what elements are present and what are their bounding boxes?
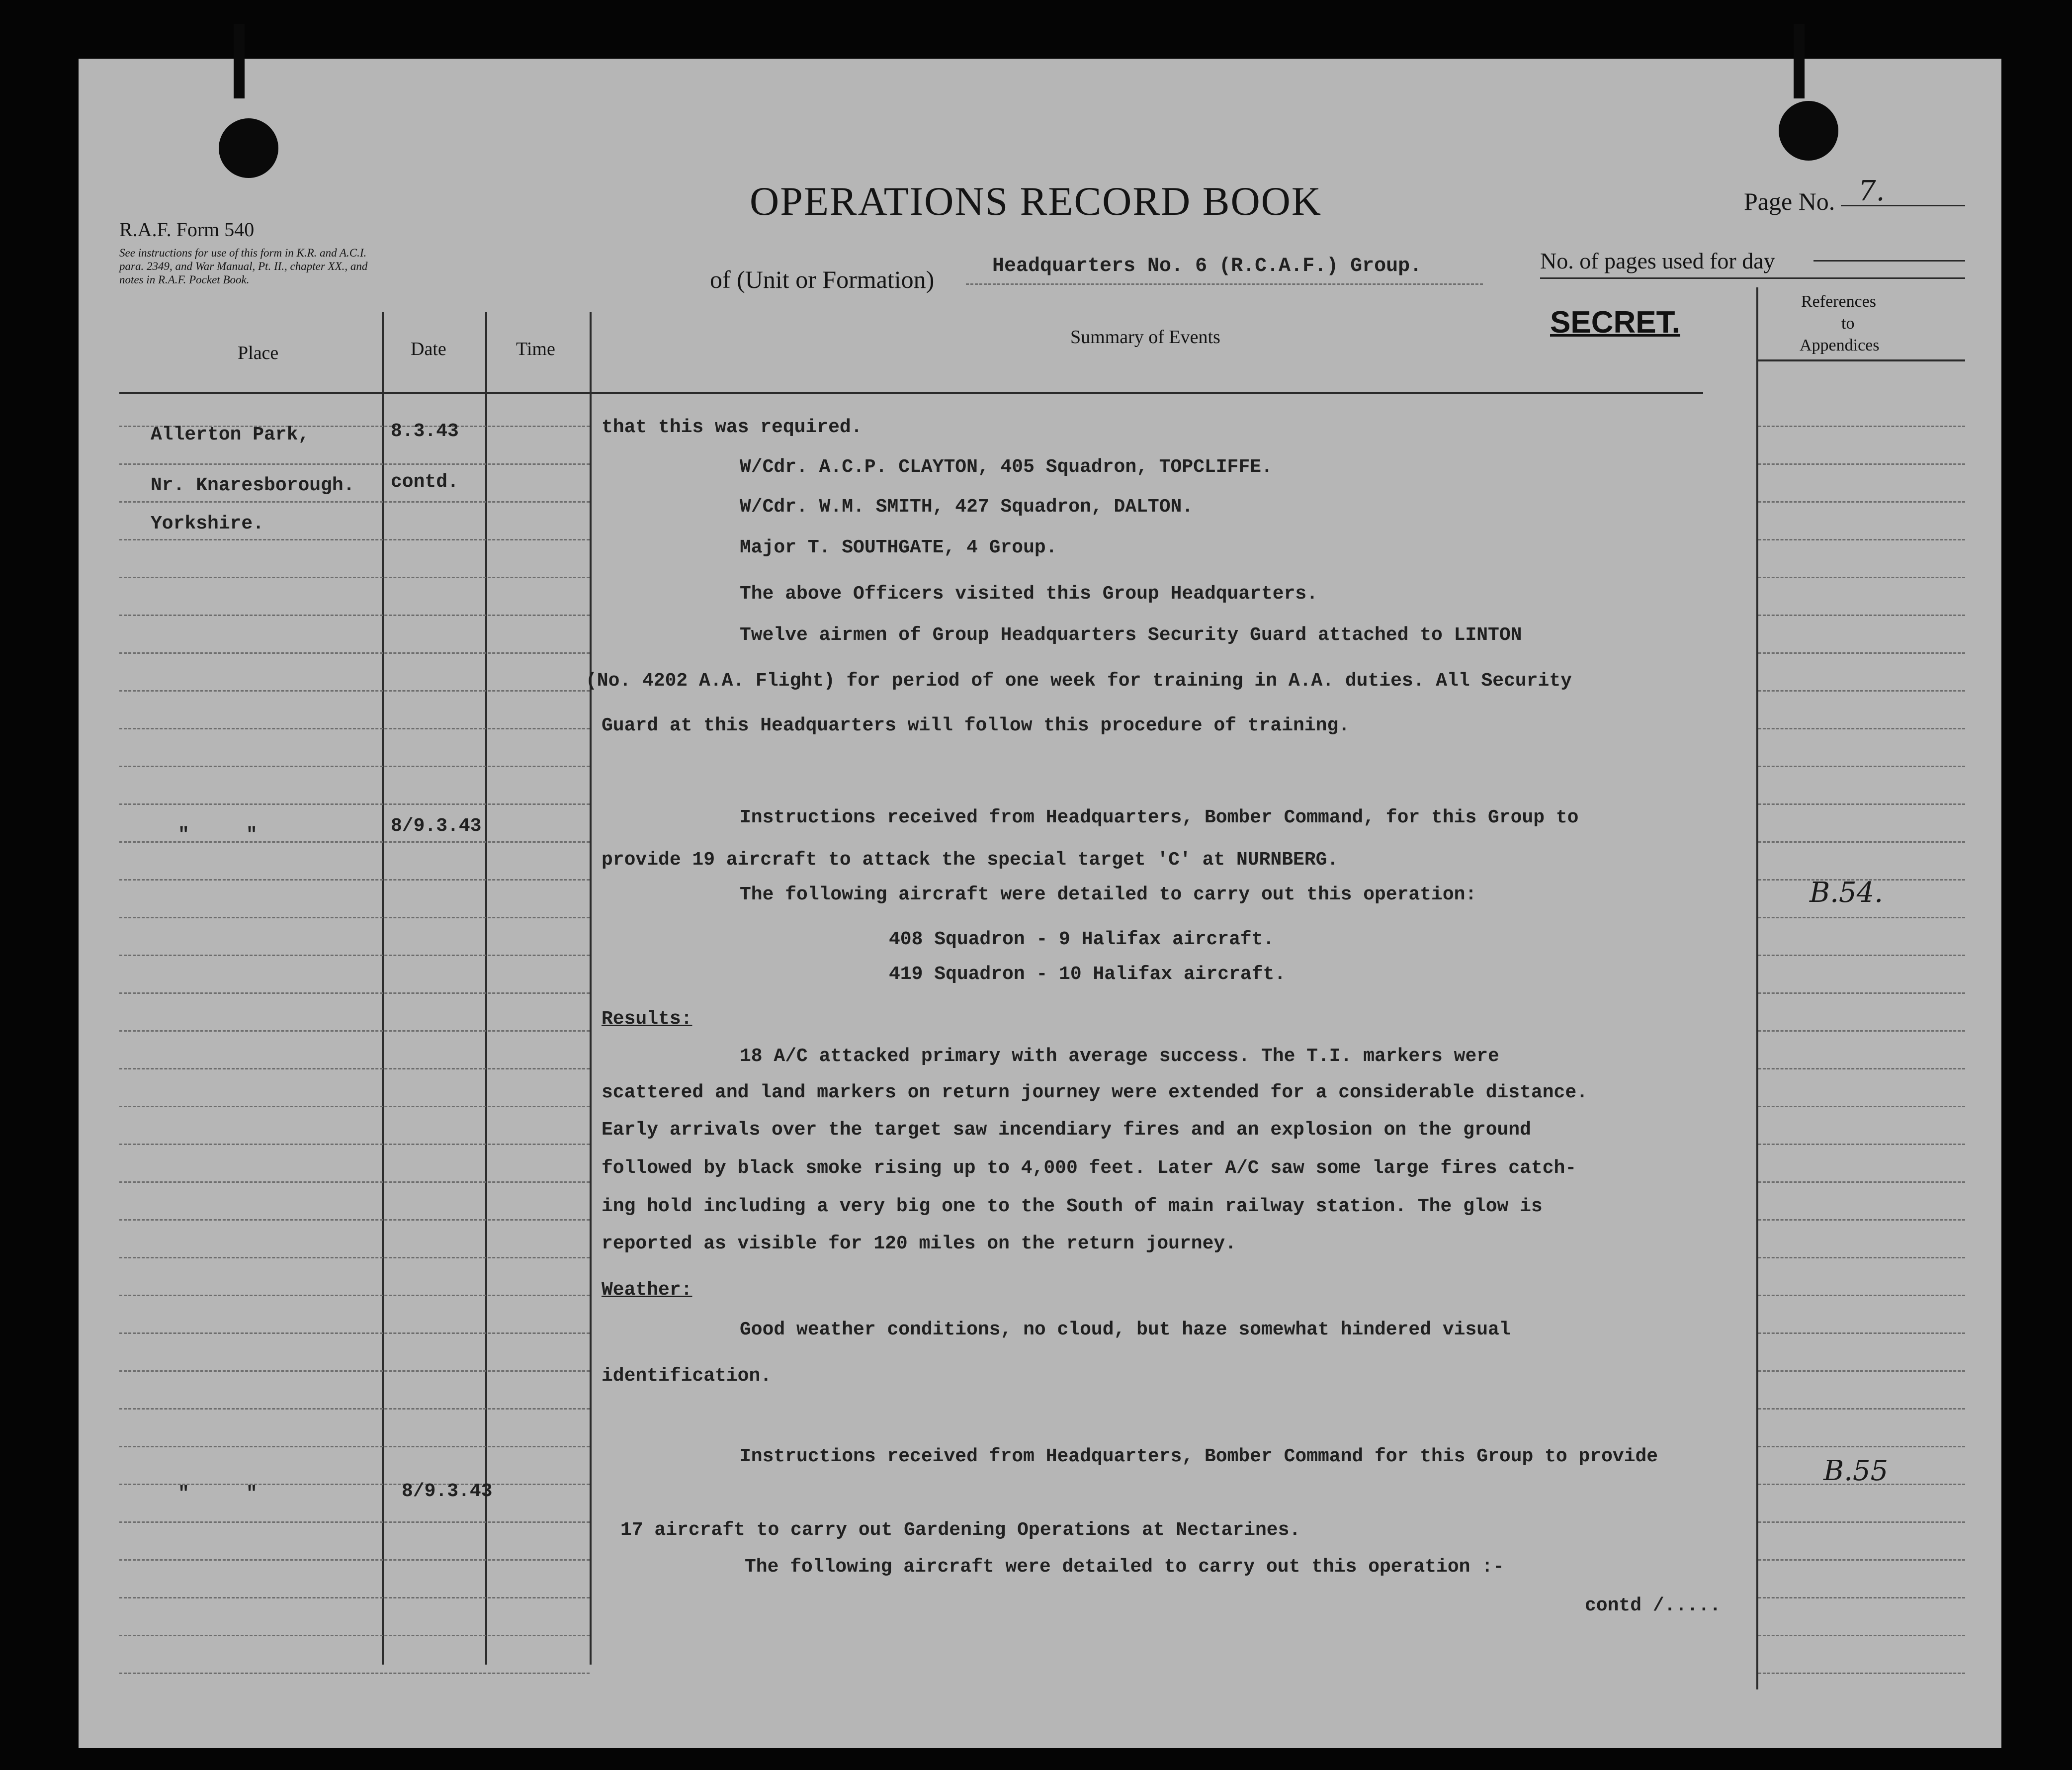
page-number-rule xyxy=(1841,205,1965,206)
unit-rule xyxy=(966,283,1483,285)
column-header-date: Date xyxy=(411,339,446,359)
summary-line: The following aircraft were detailed to carry out this operation: xyxy=(740,884,1477,905)
summary-line: reported as visible for 120 miles on the return journey. xyxy=(602,1233,1237,1254)
secret-stamp: SECRET. xyxy=(1550,305,1680,340)
summary-line: 17 aircraft to carry out Gardening Operations at Nectarines. xyxy=(620,1519,1301,1541)
summary-line: Early arrivals over the target saw incendiary fires and an explosion on the ground xyxy=(602,1119,1531,1141)
ruled-line-ref xyxy=(1758,1106,1965,1107)
summary-line: identification. xyxy=(602,1365,772,1387)
ruled-line xyxy=(119,615,590,616)
ruled-line xyxy=(119,463,590,465)
ruled-line xyxy=(119,1295,590,1296)
ruled-line-ref xyxy=(1758,1257,1965,1258)
ruled-line-ref xyxy=(1758,1219,1965,1221)
column-header-summary: Summary of Events xyxy=(1070,327,1220,348)
summary-line: W/Cdr. A.C.P. CLAYTON, 405 Squadron, TOPCLIFFE. xyxy=(740,456,1273,478)
summary-line: scattered and land markers on return journey were extended for a considerable distance. xyxy=(602,1082,1588,1103)
ruled-line-ref xyxy=(1758,1597,1965,1598)
ruled-line xyxy=(119,1106,590,1107)
ruled-line-ref xyxy=(1758,1144,1965,1145)
ruled-line xyxy=(119,728,590,729)
date-entry: 8/9.3.43 xyxy=(402,1481,493,1502)
summary-line: The following aircraft were detailed to carry out this operation :- xyxy=(745,1556,1504,1578)
unit-value: Headquarters No. 6 (R.C.A.F.) Group. xyxy=(992,255,1422,277)
summary-line: 419 Squadron - 10 Halifax aircraft. xyxy=(889,964,1286,985)
ruled-line xyxy=(119,992,590,994)
summary-line: provide 19 aircraft to attack the special target 'C' at NURNBERG. xyxy=(602,849,1339,871)
place-entry: " " xyxy=(178,1483,258,1504)
place-entry: Yorkshire. xyxy=(151,513,264,534)
ruled-line-ref xyxy=(1758,501,1965,503)
ruled-line-ref xyxy=(1758,577,1965,578)
ruled-line-ref xyxy=(1758,652,1965,654)
ruled-line xyxy=(119,1068,590,1069)
ruled-line-ref xyxy=(1758,803,1965,805)
summary-line: followed by black smoke rising up to 4,000 feet. Later A/C saw some large fires catch- xyxy=(602,1157,1577,1179)
summary-line: Major T. SOUTHGATE, 4 Group. xyxy=(740,537,1057,558)
summary-line: Instructions received from Headquarters, Bomber Command, for this Group to xyxy=(740,807,1579,828)
column-header-place: Place xyxy=(238,343,279,363)
form-instructions-1: See instructions for use of this form in K.R. and A.C.I. xyxy=(119,247,367,259)
form-instructions-2: para. 2349, and War Manual, Pt. II., chapter XX., and xyxy=(119,260,368,272)
references-header-rule xyxy=(1756,359,1965,361)
binder-tab-left xyxy=(234,24,245,98)
ruled-line xyxy=(119,1559,590,1561)
column-divider-summary xyxy=(1756,287,1758,1689)
column-header-references-2: to xyxy=(1841,314,1855,333)
ruled-line-ref xyxy=(1758,1181,1965,1183)
date-entry: 8/9.3.43 xyxy=(391,815,482,837)
pages-used-rule xyxy=(1813,260,1965,262)
ruled-line-ref xyxy=(1758,463,1965,465)
ruled-line xyxy=(119,917,590,918)
ruled-line-ref xyxy=(1758,1370,1965,1372)
ruled-line-ref xyxy=(1758,728,1965,729)
summary-line: Instructions received from Headquarters, Bomber Command for this Group to provide xyxy=(740,1446,1658,1467)
page-number-label: Page No. xyxy=(1744,187,1835,215)
column-divider-time xyxy=(590,312,592,1665)
ruled-line-ref xyxy=(1758,615,1965,616)
place-entry: Allerton Park, xyxy=(151,424,310,445)
binder-hole-left xyxy=(219,118,278,178)
column-divider-date xyxy=(485,312,487,1665)
results-heading: Results: xyxy=(602,1008,692,1030)
ruled-line-ref xyxy=(1758,992,1965,994)
ruled-line xyxy=(119,1030,590,1032)
unit-label: of (Unit or Formation) xyxy=(710,266,935,293)
ruled-line xyxy=(119,1219,590,1221)
ruled-line-ref xyxy=(1758,917,1965,918)
ruled-line xyxy=(119,1673,590,1674)
ruled-line xyxy=(119,1446,590,1447)
ruled-line xyxy=(119,690,590,692)
summary-line: Good weather conditions, no cloud, but haze somewhat hindered visual xyxy=(740,1319,1511,1340)
ruled-line xyxy=(119,879,590,881)
summary-line: ing hold including a very big one to the South of main railway station. The glow is xyxy=(602,1196,1543,1217)
ruled-line xyxy=(119,955,590,956)
ruled-line-ref xyxy=(1758,690,1965,692)
place-entry: " " xyxy=(178,824,258,846)
ruled-line xyxy=(119,1521,590,1523)
ruled-line-ref xyxy=(1758,1332,1965,1334)
column-header-references-1: References xyxy=(1801,292,1877,311)
ruled-line xyxy=(119,1257,590,1258)
form-number: R.A.F. Form 540 xyxy=(119,218,255,241)
ruled-line xyxy=(119,1144,590,1145)
summary-line: (No. 4202 A.A. Flight) for period of one week for training in A.A. duties. All Security xyxy=(586,670,1572,692)
appendix-reference: B.55 xyxy=(1823,1455,1889,1487)
ruled-line-ref xyxy=(1758,841,1965,843)
column-header-references-3: Appendices xyxy=(1800,336,1880,354)
ruled-line xyxy=(119,1408,590,1410)
ruled-line xyxy=(119,803,590,805)
ruled-line xyxy=(119,766,590,767)
column-divider-place xyxy=(382,312,384,1665)
summary-line: Twelve airmen of Group Headquarters Security Guard attached to LINTON xyxy=(740,624,1522,646)
ruled-line-ref xyxy=(1758,766,1965,767)
ruled-line-ref xyxy=(1758,1408,1965,1410)
summary-line: 408 Squadron - 9 Halifax aircraft. xyxy=(889,929,1275,950)
header-bottom-rule xyxy=(119,392,1703,394)
summary-line: that this was required. xyxy=(602,417,863,438)
ruled-line xyxy=(119,539,590,540)
binder-tab-right xyxy=(1794,24,1805,98)
ruled-line-ref xyxy=(1758,1673,1965,1674)
header-rule xyxy=(1540,277,1965,279)
form-instructions-3: notes in R.A.F. Pocket Book. xyxy=(119,273,250,286)
ruled-line-ref xyxy=(1758,1559,1965,1561)
date-entry: 8.3.43 xyxy=(391,421,459,442)
summary-line: W/Cdr. W.M. SMITH, 427 Squadron, DALTON. xyxy=(740,496,1194,518)
binder-hole-right xyxy=(1779,101,1838,161)
date-entry: contd. xyxy=(391,471,459,493)
ruled-line xyxy=(119,1370,590,1372)
place-entry: Nr. Knaresborough. xyxy=(151,475,355,496)
ruled-line xyxy=(119,577,590,578)
ruled-line-ref xyxy=(1758,1446,1965,1447)
record-sheet xyxy=(79,59,2001,1748)
weather-heading: Weather: xyxy=(602,1279,692,1301)
continued-note: contd /..... xyxy=(1585,1595,1721,1616)
ruled-line-ref xyxy=(1758,1030,1965,1032)
ruled-line xyxy=(119,1181,590,1183)
appendix-reference: B.54. xyxy=(1810,877,1884,909)
ruled-line-ref xyxy=(1758,1295,1965,1296)
page-title: OPERATIONS RECORD BOOK xyxy=(750,178,1322,224)
ruled-line xyxy=(119,501,590,503)
ruled-line-ref xyxy=(1758,955,1965,956)
column-header-time: Time xyxy=(516,339,555,359)
summary-line: Guard at this Headquarters will follow this procedure of training. xyxy=(602,715,1350,736)
ruled-line-ref xyxy=(1758,1635,1965,1636)
ruled-line-ref xyxy=(1758,1068,1965,1069)
ruled-line-ref xyxy=(1758,426,1965,427)
ruled-line xyxy=(119,1635,590,1636)
pages-used-label: No. of pages used for day xyxy=(1540,248,1775,273)
ruled-line xyxy=(119,1332,590,1334)
ruled-line-ref xyxy=(1758,539,1965,540)
ruled-line xyxy=(119,652,590,654)
ruled-line xyxy=(119,1597,590,1598)
summary-line: 18 A/C attacked primary with average success. The T.I. markers were xyxy=(740,1046,1499,1067)
page-number-value: 7. xyxy=(1858,175,1885,207)
ruled-line-ref xyxy=(1758,1521,1965,1523)
summary-line: The above Officers visited this Group Headquarters. xyxy=(740,583,1318,605)
